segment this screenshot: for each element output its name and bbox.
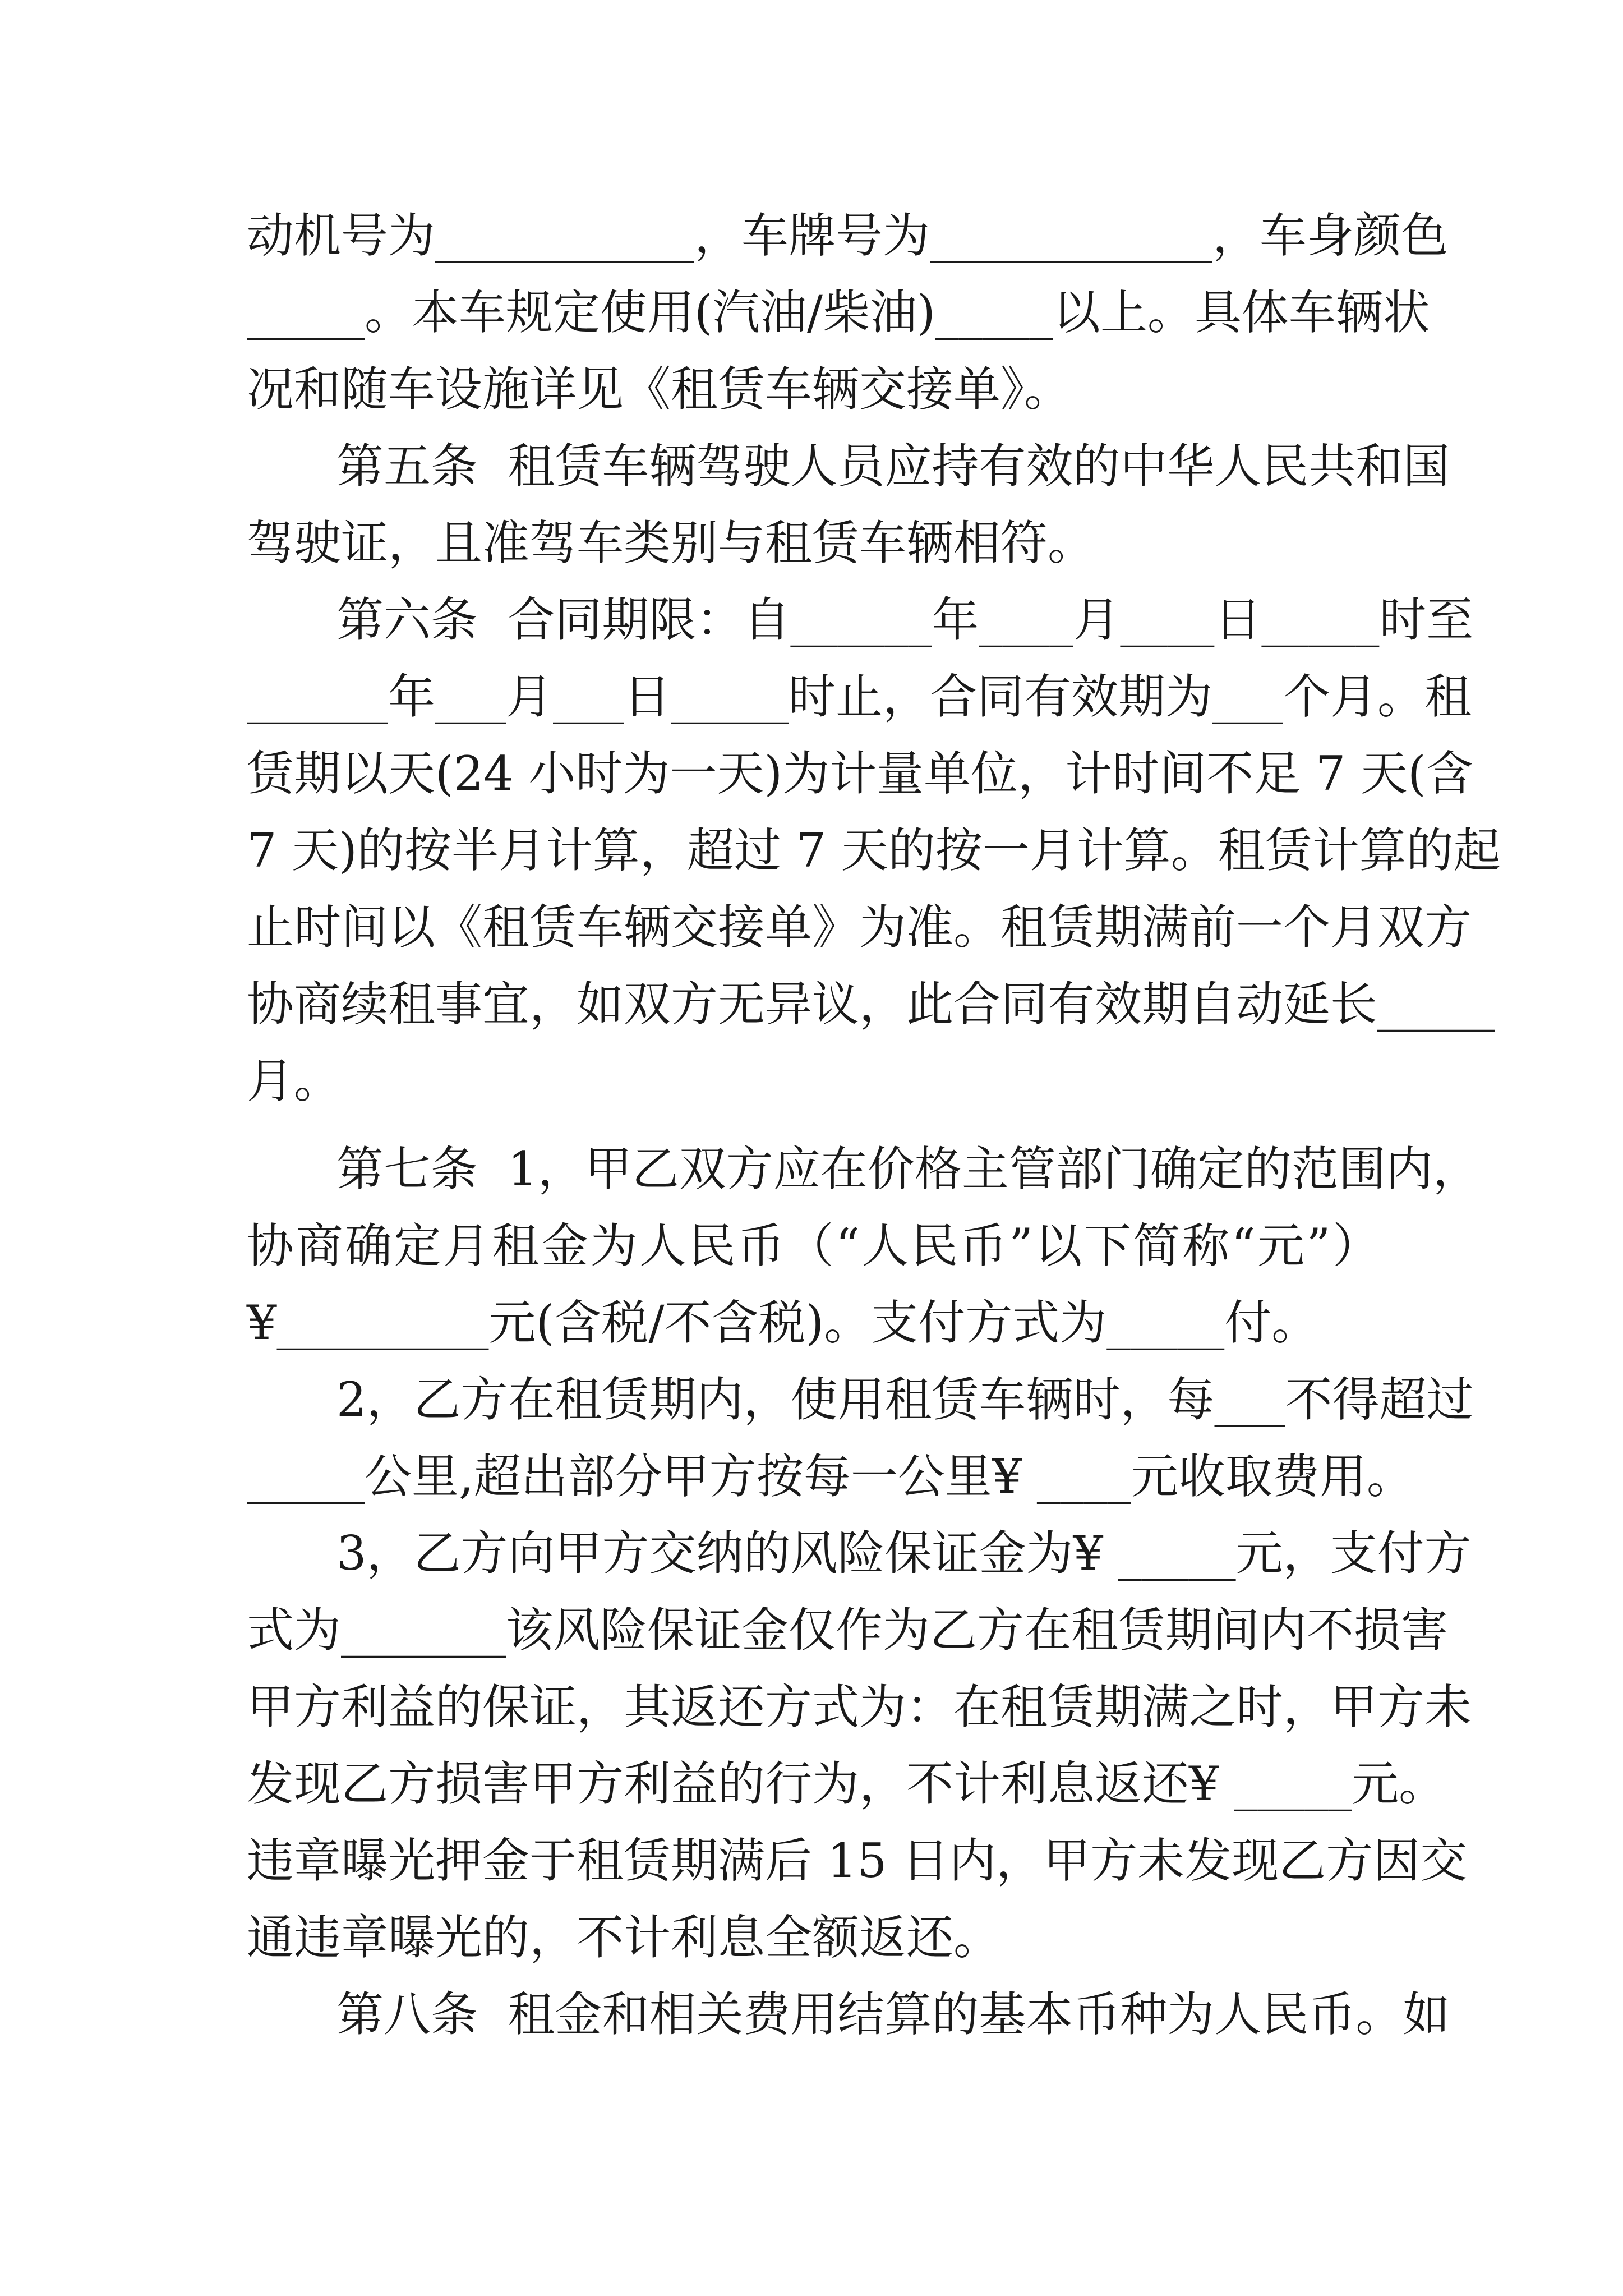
line-text: 7 天)的按半月计算，超过 7 天的按一月计算。租赁计算的起 bbox=[247, 823, 1501, 878]
text-line bbox=[247, 811, 1623, 890]
line-text: _____。本车规定使用(汽油/柴油)_____以上。具体车辆状 bbox=[247, 285, 1430, 340]
text-line bbox=[247, 1821, 1623, 1900]
line-text: 第八条 租金和相关费用结算的基本币种为人民币。如 bbox=[336, 1987, 1450, 2042]
line-text: _____公里,超出部分甲方按每一公里¥ ____元收取费用。 bbox=[247, 1449, 1414, 1504]
line-text: 式为_______该风险保证金仅作为乙方在租赁期间内不损害 bbox=[247, 1603, 1449, 1658]
text-line bbox=[247, 1898, 1623, 1977]
text-line bbox=[336, 427, 1623, 505]
text-line bbox=[336, 581, 1623, 659]
line-text: 协商续租事宜，如双方无异议，此合同有效期自动延长_____ bbox=[247, 977, 1496, 1032]
text-line bbox=[247, 196, 1623, 275]
line-text: 3，乙方向甲方交纳的风险保证金为¥ _____元，支付方 bbox=[336, 1526, 1472, 1581]
text-line bbox=[247, 1042, 1623, 1120]
text-line bbox=[247, 1283, 1623, 1362]
line-text: 发现乙方损害甲方利益的行为，不计利息返还¥ _____元。 bbox=[247, 1756, 1446, 1811]
text-line bbox=[247, 965, 1623, 1043]
text-line bbox=[247, 350, 1623, 429]
text-line bbox=[336, 1975, 1623, 2054]
line-text: ¥_________元(含税/不含税)。支付方式为_____付。 bbox=[247, 1295, 1319, 1350]
text-line bbox=[247, 888, 1623, 967]
line-text: 违章曝光押金于租赁期满后 15 日内，甲方未发现乙方因交 bbox=[247, 1833, 1468, 1888]
text-line bbox=[247, 734, 1623, 813]
line-text: 第七条 1，甲乙双方应在价格主管部门确定的范围内， bbox=[336, 1142, 1480, 1197]
line-text: 甲方利益的保证，其返还方式为：在租赁期满之时，甲方未 bbox=[247, 1680, 1472, 1734]
text-line bbox=[247, 1668, 1623, 1746]
text-line bbox=[247, 273, 1623, 352]
line-text: 况和随车设施详见《租赁车辆交接单》。 bbox=[247, 362, 1072, 417]
text-line bbox=[247, 1591, 1623, 1669]
line-text: 通违章曝光的，不计利息全额返还。 bbox=[247, 1910, 1001, 1965]
line-text: 月。 bbox=[247, 1053, 342, 1108]
text-line bbox=[336, 1514, 1623, 1593]
line-text: 协商确定月租金为人民币（“人民币”以下简称“元”） bbox=[247, 1218, 1380, 1273]
text-line bbox=[336, 1360, 1623, 1439]
text-line bbox=[247, 657, 1623, 736]
line-text: 第五条 租赁车辆驾驶人员应持有效的中华人民共和国 bbox=[336, 439, 1450, 494]
line-text: ______年___月___日_____时止，合同有效期为___个月。租 bbox=[247, 669, 1472, 724]
line-text: 2，乙方在租赁期内，使用租赁车辆时，每___不得超过 bbox=[336, 1372, 1474, 1427]
text-line bbox=[247, 504, 1623, 582]
line-text: 第六条 合同期限：自______年____月____日_____时至 bbox=[336, 592, 1474, 647]
line-text: 止时间以《租赁车辆交接单》为准。租赁期满前一个月双方 bbox=[247, 900, 1472, 955]
line-text: 赁期以天(24 小时为一天)为计量单位，计时间不足 7 天(含 bbox=[247, 746, 1473, 801]
text-line bbox=[247, 1207, 1623, 1285]
text-line bbox=[336, 1130, 1623, 1208]
line-text: 驾驶证，且准驾车类别与租赁车辆相符。 bbox=[247, 516, 1095, 570]
text-line bbox=[247, 1437, 1623, 1516]
text-line bbox=[247, 1745, 1623, 1823]
line-text: 动机号为___________，车牌号为____________，车身颜色 bbox=[247, 208, 1449, 263]
